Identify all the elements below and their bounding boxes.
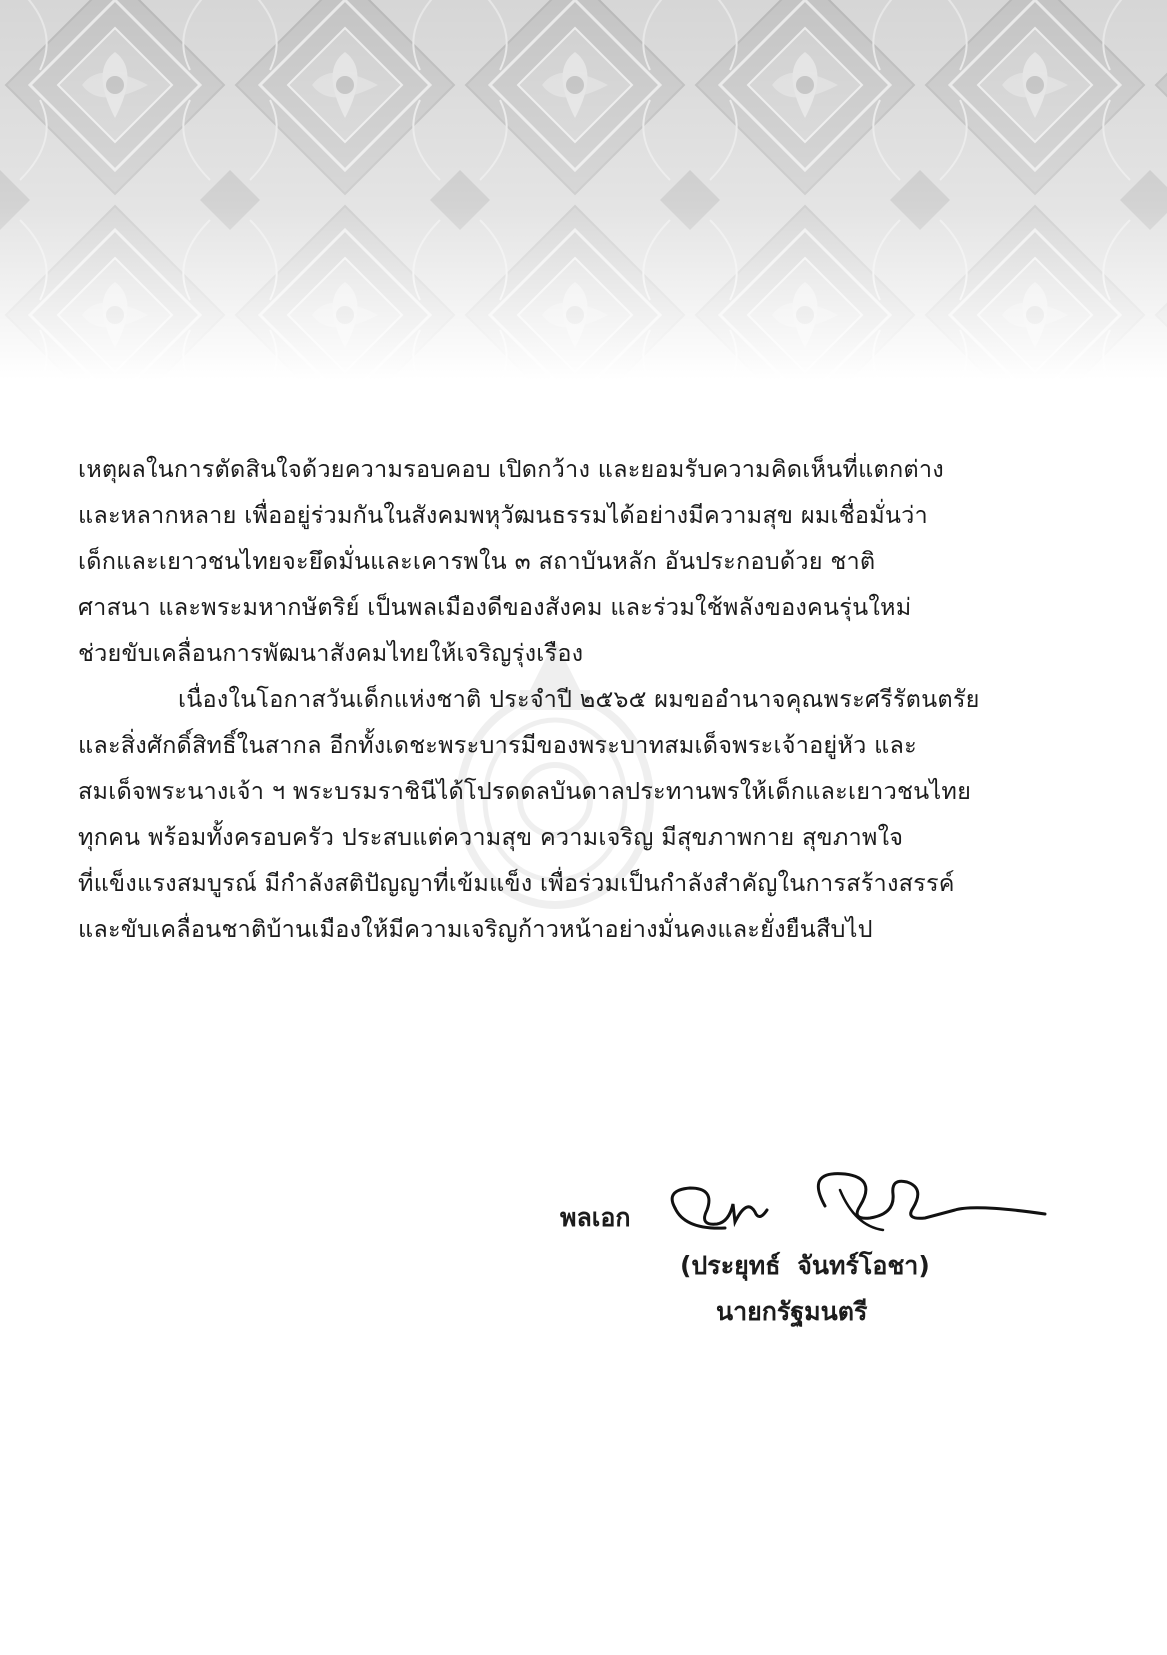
- header-ornament-pattern: [0, 0, 1167, 380]
- text-line: เหตุผลในการตัดสินใจด้วยความรอบคอบ เปิดกว้าง และยอมรับความคิดเห็นที่แตกต่าง: [78, 455, 944, 483]
- text-line: และหลากหลาย เพื่ออยู่ร่วมกันในสังคมพหุวัฒนธรรมได้อย่างมีความสุข ผมเชื่อมั่นว่า: [78, 501, 928, 529]
- text-line: และสิ่งศักดิ์สิทธิ์ในสากล อีกทั้งเดชะพระบารมีของพระบาทสมเด็จพระเจ้าอยู่หัว และ: [78, 731, 917, 759]
- paragraph-2: [78, 676, 1094, 952]
- text-line: ทุกคน พร้อมทั้งครอบครัว ประสบแต่ความสุข ความเจริญ มีสุขภาพกาย สุขภาพใจ: [78, 823, 904, 851]
- text-line: ที่แข็งแรงสมบูรณ์ มีกำลังสติปัญญาที่เข้มแข็ง เพื่อร่วมเป็นกำลังสำคัญในการสร้างสรรค์: [78, 869, 955, 897]
- signatory-rank: พลเอก: [560, 1203, 631, 1232]
- signature-block: [560, 1160, 1080, 1340]
- paragraph-1: [78, 446, 1094, 676]
- signatory-position: นายกรัฐมนตรี: [716, 1297, 868, 1326]
- text-line: และขับเคลื่อนชาติบ้านเมืองให้มีความเจริญก้าวหน้าอย่างมั่นคงและยั่งยืนสืบไป: [78, 915, 873, 943]
- text-line: ศาสนา และพระมหากษัตริย์ เป็นพลเมืองดีของสังคม และร่วมใช้พลังของคนรุ่นใหม่: [78, 593, 912, 621]
- text-line: เนื่องในโอกาสวันเด็กแห่งชาติ ประจำปี ๒๕๖๕ ผมขออำนาจคุณพระศรีรัตนตรัย: [178, 685, 980, 713]
- letter-body: [78, 446, 1094, 952]
- text-line: ช่วยขับเคลื่อนการพัฒนาสังคมไทยให้เจริญรุ่งเรือง: [78, 639, 584, 667]
- text-line: เด็กและเยาวชนไทยจะยึดมั่นและเคารพใน ๓ สถาบันหลัก อันประกอบด้วย ชาติ: [78, 547, 876, 575]
- text-line: สมเด็จพระนางเจ้า ฯ พระบรมราชินีได้โปรดดลบันดาลประทานพรให้เด็กและเยาวชนไทย: [78, 777, 972, 805]
- handwritten-signature: [655, 1160, 1055, 1242]
- signatory-name: (ประยุทธ์ จันทร์โอชา): [680, 1251, 930, 1280]
